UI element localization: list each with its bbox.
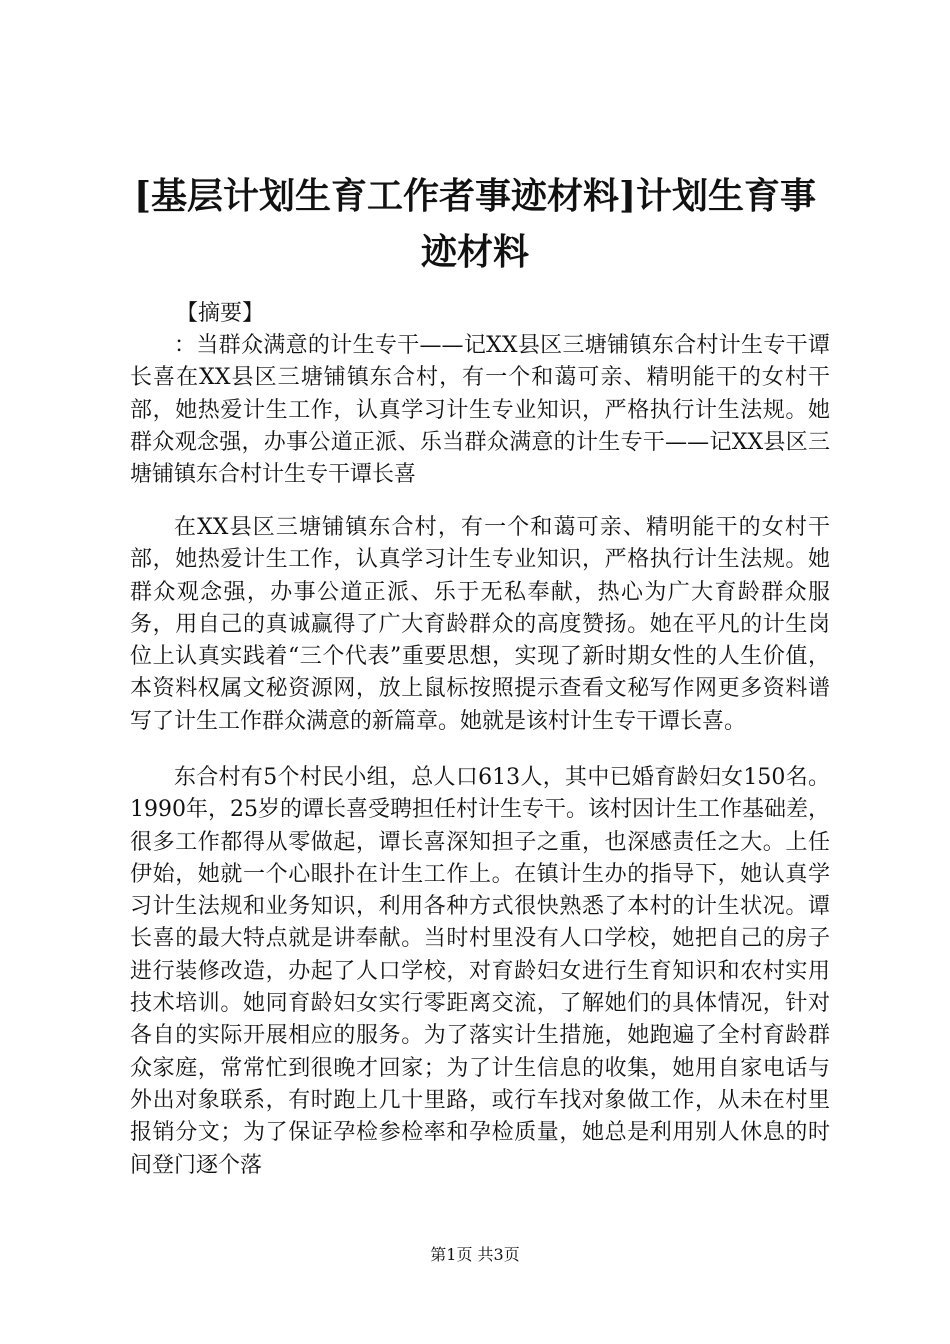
body-paragraph-1: 在XX县区三塘铺镇东合村，有一个和蔼可亲、精明能干的女村干部，她热爱计生工作，认真学习计生专业知识，严格执行计生法规。她群众观念强，办事公道正派、乐于无私奉献，热心为广大育龄群众服务，用自己的真诚赢得了广大育龄群众的高度赞扬。她在平凡的计生岗位上认真实践着“三个代表”重要思想，实现了新时期女性的人生价值，本资料权属文秘资源网，放上鼠标按照提示查看文秘写作网更多资料谱写了计生工作群众满意的新篇章。她就是该村计生专干谭长喜。 (130, 515, 830, 734)
body-paragraph-2: 东合村有5个村民小组，总人口613人，其中已婚育龄妇女150名。1990年，25岁的谭长喜受聘担任村计生专干。该村因计生工作基础差，很多工作都得从零做起，谭长喜深知担子之重，也深感责任之大。上任伊始，她就一个心眼扑在计生工作上。在镇计生办的指导下，她认真学习计生法规和业务知识，利用各种方式很快熟悉了本村的计生状况。谭长喜的最大特点就是讲奉献。当时村里没有人口学校，她把自己的房子进行装修改造，办起了人口学校，对育龄妇女进行生育知识和农村实用技术培训。她同育龄妇女实行零距离交流，了解她们的具体情况，针对各自的实际开展相应的服务。为了落实计生措施，她跑遍了全村育龄群众家庭，常常忙到很晚才回家；为了计生信息的收集，她用自家电话与外出对象联系，有时跑上几十里路，或行车找对象做工作，从未在村里报销分文；为了保证孕检参检率和孕检质量，她总是利用别人休息的时间登门逐个落 (130, 765, 830, 1178)
page-footer: 第1页 共3页 (430, 1245, 520, 1264)
document-title: [基层计划生育工作者事迹材料]计划生育事迹材料 (133, 175, 817, 273)
abstract-label: 【摘要】 (176, 301, 265, 326)
abstract-text: ：当群众满意的计生专干——记XX县区三塘铺镇东合村计生专干谭长喜在XX县区三塘铺镇东合村，有一个和蔼可亲、精明能干的女村干部，她热爱计生工作，认真学习计生专业知识，严格执行计生法规。她群众观念强，办事公道正派、乐当群众满意的计生专干——记XX县区三塘铺镇东合村计生专干谭长喜 (130, 333, 830, 488)
